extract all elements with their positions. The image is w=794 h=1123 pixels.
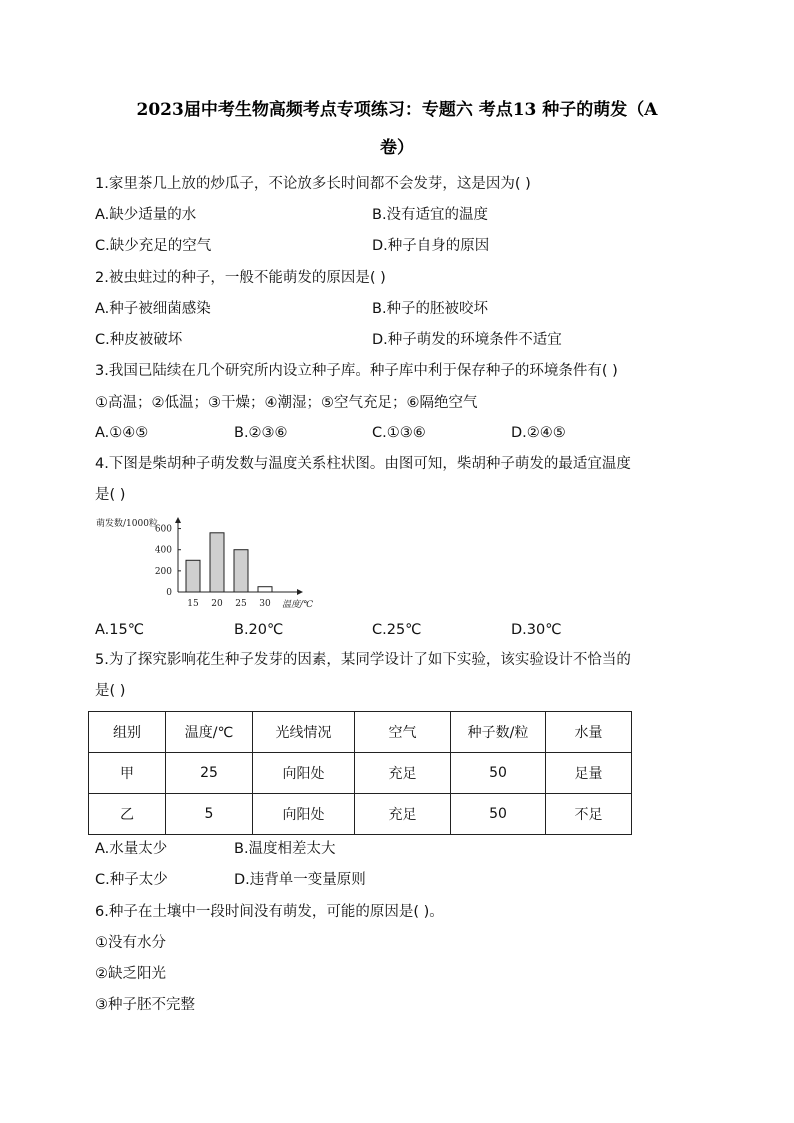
chart-bar-30: [258, 587, 272, 592]
q5-stem-line2: 是( ): [95, 683, 126, 699]
table-header-cell: 温度/℃: [166, 712, 253, 753]
q1-stem: 1.家里茶几上放的炒瓜子，不论放多长时间都不会发芽，这是因为( ): [95, 176, 531, 192]
table-cell: 乙: [89, 794, 166, 835]
table-header-cell: 光线情况: [253, 712, 355, 753]
q2-option-a: A.种子被细菌感染: [95, 301, 211, 317]
q3-stem: 3.我国已陆续在几个研究所内设立种子库。种子库中利于保存种子的环境条件有( ): [95, 363, 618, 379]
table-cell: 5: [166, 794, 253, 835]
q1-option-b: B.没有适宜的温度: [372, 207, 489, 223]
chart-x-axis-label: 温度/℃: [282, 600, 314, 610]
table-header-row: [89, 712, 632, 753]
table-cell: 向阳处: [253, 794, 355, 835]
q1-option-a: A.缺少适量的水: [95, 207, 197, 223]
chart-y-tick-label: 200: [154, 566, 172, 577]
table-cell: 50: [451, 794, 546, 835]
q2-option-d: D.种子萌发的环境条件不适宜: [372, 332, 562, 348]
q4-option-c: C.25℃: [372, 622, 422, 638]
table-cell: 向阳处: [253, 753, 355, 794]
table-cell: 足量: [546, 753, 632, 794]
q6-stem: 6.种子在土壤中一段时间没有萌发，可能的原因是( )。: [95, 904, 444, 920]
table-cell: 甲: [89, 753, 166, 794]
table-cell: 充足: [355, 794, 451, 835]
q4-stem-line2: 是( ): [95, 487, 126, 503]
q3-option-d: D.②④⑤: [511, 425, 566, 441]
q6-item: ①没有水分: [95, 935, 166, 951]
chart-bar-25: [234, 550, 248, 592]
table-row: [89, 753, 632, 794]
germination-bar-chart: [92, 512, 342, 614]
q5-option-d: D.违背单一变量原则: [234, 872, 366, 888]
table-header-cell: 组别: [89, 712, 166, 753]
chart-y-arrow: [175, 517, 181, 523]
q6-item: ③种子胚不完整: [95, 997, 195, 1013]
q3-conditions: ①高温；②低温；③干燥；④潮湿；⑤空气充足；⑥隔绝空气: [95, 395, 478, 411]
q5-option-a: A.水量太少: [95, 841, 168, 857]
q2-stem: 2.被虫蛀过的种子，一般不能萌发的原因是( ): [95, 270, 386, 286]
chart-bar-20: [210, 533, 224, 592]
table-header-cell: 水量: [546, 712, 632, 753]
q4-option-a: A.15℃: [95, 622, 145, 638]
table-cell: 不足: [546, 794, 632, 835]
q3-option-a: A.①④⑤: [95, 425, 149, 441]
table-cell: 充足: [355, 753, 451, 794]
q4-option-b: B.20℃: [234, 622, 284, 638]
q5-stem-line1: 5.为了探究影响花生种子发芽的因素，某同学设计了如下实验，该实验设计不恰当的: [95, 652, 631, 668]
doc-title-line1: 2023届中考生物高频考点专项练习：专题六 考点13 种子的萌发（A: [136, 100, 658, 120]
chart-x-tick-label: 25: [235, 599, 247, 609]
q1-option-c: C.缺少充足的空气: [95, 238, 212, 254]
q6-item: ②缺乏阳光: [95, 966, 166, 982]
chart-x-tick-label: 30: [259, 599, 271, 609]
experiment-table: [88, 711, 632, 835]
q3-option-b: B.②③⑥: [234, 425, 288, 441]
q3-option-c: C.①③⑥: [372, 425, 426, 441]
q5-option-b: B.温度相差太大: [234, 841, 336, 857]
q4-option-d: D.30℃: [511, 622, 562, 638]
q2-option-b: B.种子的胚被咬坏: [372, 301, 489, 317]
doc-title-line2: 卷）: [380, 138, 414, 158]
chart-y-tick-label: 0: [166, 588, 172, 598]
q4-stem-line1: 4.下图是柴胡种子萌发数与温度关系柱状图。由图可知，柴胡种子萌发的最适宜温度: [95, 456, 631, 472]
chart-y-axis-label: 萌发数/1000粒: [96, 519, 158, 529]
q1-option-d: D.种子自身的原因: [372, 238, 490, 254]
chart-x-arrow: [297, 589, 303, 595]
q5-option-c: C.种子太少: [95, 872, 168, 888]
chart-y-tick-label: 600: [154, 524, 172, 535]
chart-x-tick-label: 20: [211, 599, 223, 609]
table-header-cell: 空气: [355, 712, 451, 753]
table-cell: 25: [166, 753, 253, 794]
chart-y-tick-label: 400: [154, 545, 172, 556]
chart-bar-15: [186, 560, 200, 592]
table-cell: 50: [451, 753, 546, 794]
chart-x-tick-label: 15: [187, 599, 199, 609]
q2-option-c: C.种皮被破坏: [95, 332, 183, 348]
table-row: [89, 794, 632, 835]
table-header-cell: 种子数/粒: [451, 712, 546, 753]
